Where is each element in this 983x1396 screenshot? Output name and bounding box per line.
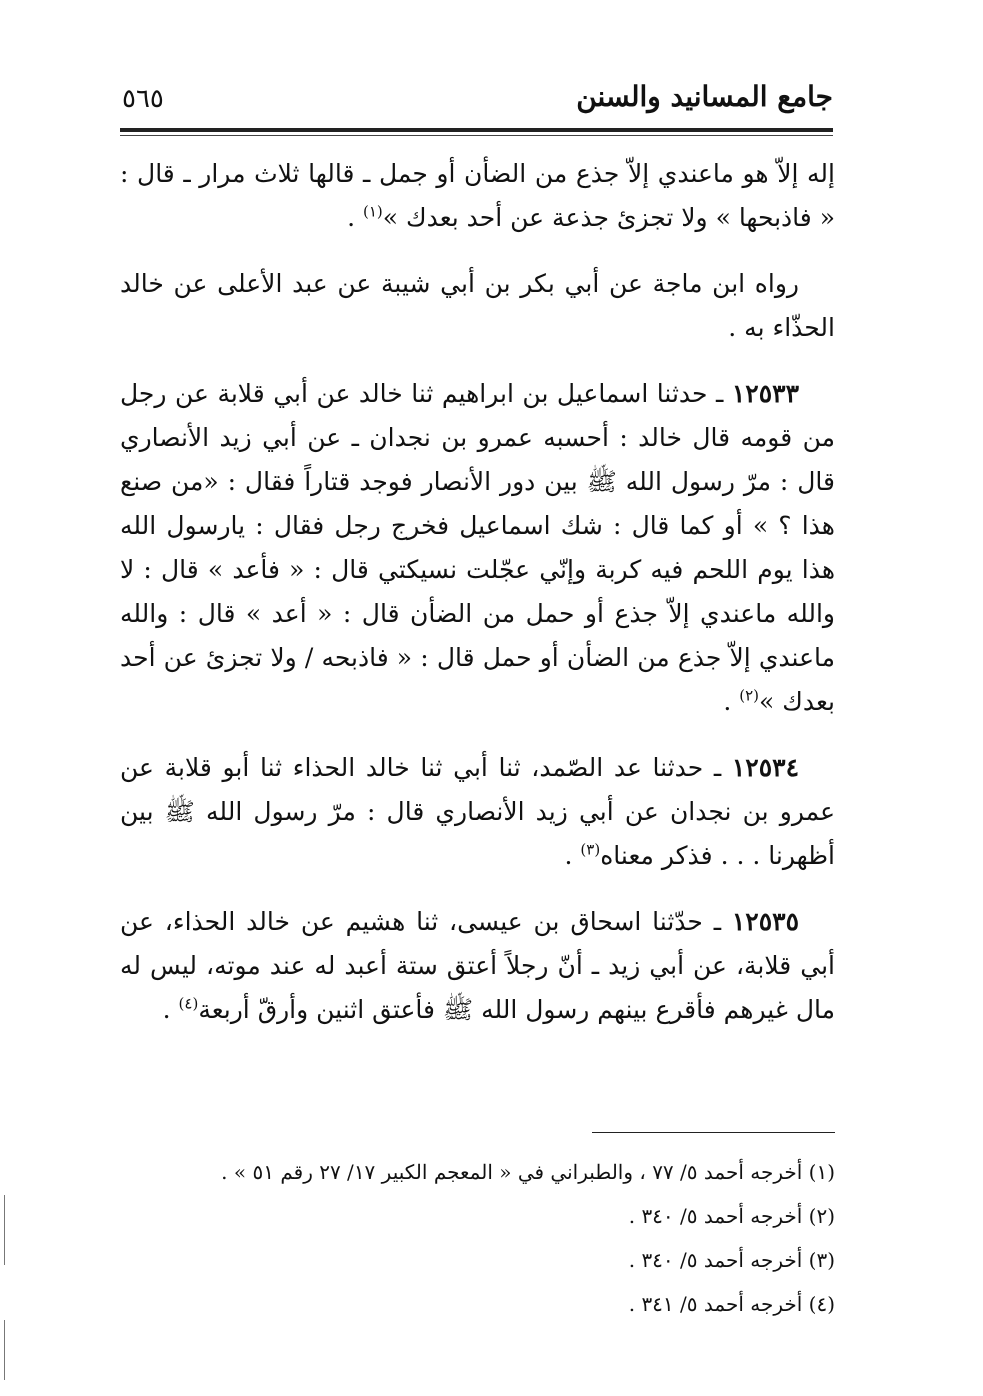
- hadith-number: ١٢٥٣٣: [731, 379, 799, 408]
- footnote-4: (٤) أخرجه أحمد ٥/ ٣٤١ .: [628, 1292, 835, 1316]
- hadith-12535: [120, 900, 835, 1032]
- hadith-number: ١٢٥٣٤: [731, 753, 799, 782]
- page-number: ٥٦٥: [122, 84, 164, 114]
- hadith-number: ١٢٥٣٥: [731, 907, 799, 936]
- footnote-ref: (١): [362, 202, 383, 221]
- paragraph-text: ـ حدثنا عد الصّمد، ثنا أبي ثنا خالد الحذاء ثنا أبو قلابة عن عمرو بن نجدان عن أبي زيد الأنصاري قال : مرّ رسول الله ﷺ بين أظهرنا . . . فذكر معناه: [120, 753, 835, 870]
- paragraph-text: إله إلاّ هو ماعندي إلاّ جذع من الضأن أو جمل ـ قالها ثلاث مرار ـ قال : « فاذبحها » ولا تجزئ جذعة عن أحد بعدك »: [120, 159, 835, 232]
- paragraph-continuation: [120, 152, 835, 240]
- footnote-ref: (٤): [178, 994, 199, 1013]
- paragraph-text: ـ حدثنا اسماعيل بن ابراهيم ثنا خالد عن أبي قلابة عن رجل من قومه قال خالد : أحسبه عمرو بن نجدان ـ عن أبي زيد الأنصاري قال : مرّ رسول الله ﷺ بين دور الأنصار فوجد قتاراً فقال : «من صنع هذا ؟ » أو كما قال : شك اسماعيل فخرج رجل فقال : يارسول الله هذا يوم اللحم فيه كربة وإنّي عجّلت نسيكتي قال : « فأعد » قال : لا والله ماعندي إلاّ جذع أو حمل من الضأن قال : « أعد » قال : والله ماعندي إلاّ جذع من الضأن أو حمل قال : « فاذبحه / ولا تجزئ عن أحد بعدك »: [120, 379, 835, 716]
- footnote-1: (١) أخرجه أحمد ٥/ ٧٧ ، والطبراني في « المعجم الكبير ١٧/ ٢٧ رقم ٥١ » .: [221, 1160, 835, 1184]
- scan-edge-mark: [4, 1320, 5, 1380]
- paragraph-narration: [120, 262, 835, 350]
- page-body: [120, 152, 835, 1054]
- paragraph-tail: .: [162, 995, 179, 1024]
- paragraph-text: ـ حدّثنا اسحاق بن عيسى، ثنا هشيم عن خالد الحذاء، عن أبي قلابة، عن أبي زيد ـ أنّ رجلاً أعتق ستة أعبد له عند موته، ليس له مال غيرهم فأقرع بينهم رسول الله ﷺ فأعتق اثنين وأرقّ أربعة: [120, 907, 835, 1024]
- paragraph-tail: .: [723, 687, 740, 716]
- book-title: جامع المسانيد والسنن: [576, 80, 833, 113]
- footnote-3: (٣) أخرجه أحمد ٥/ ٣٤٠ .: [628, 1248, 835, 1272]
- paragraph-tail: .: [347, 203, 363, 232]
- footnote-ref: (٣): [580, 840, 601, 859]
- paragraph-text: رواه ابن ماجة عن أبي بكر بن أبي شيبة عن عبد الأعلى عن خالد الحذّاء به .: [120, 269, 835, 342]
- hadith-12534: [120, 746, 835, 878]
- page-header: [120, 78, 833, 132]
- scan-edge-mark: [4, 1195, 5, 1265]
- footnote-separator: [592, 1132, 835, 1133]
- footnote-2: (٢) أخرجه أحمد ٥/ ٣٤٠ .: [628, 1204, 835, 1228]
- hadith-12533: [120, 372, 835, 724]
- footnote-ref: (٢): [739, 686, 759, 705]
- paragraph-tail: .: [564, 841, 581, 870]
- footnotes: [120, 1150, 835, 1326]
